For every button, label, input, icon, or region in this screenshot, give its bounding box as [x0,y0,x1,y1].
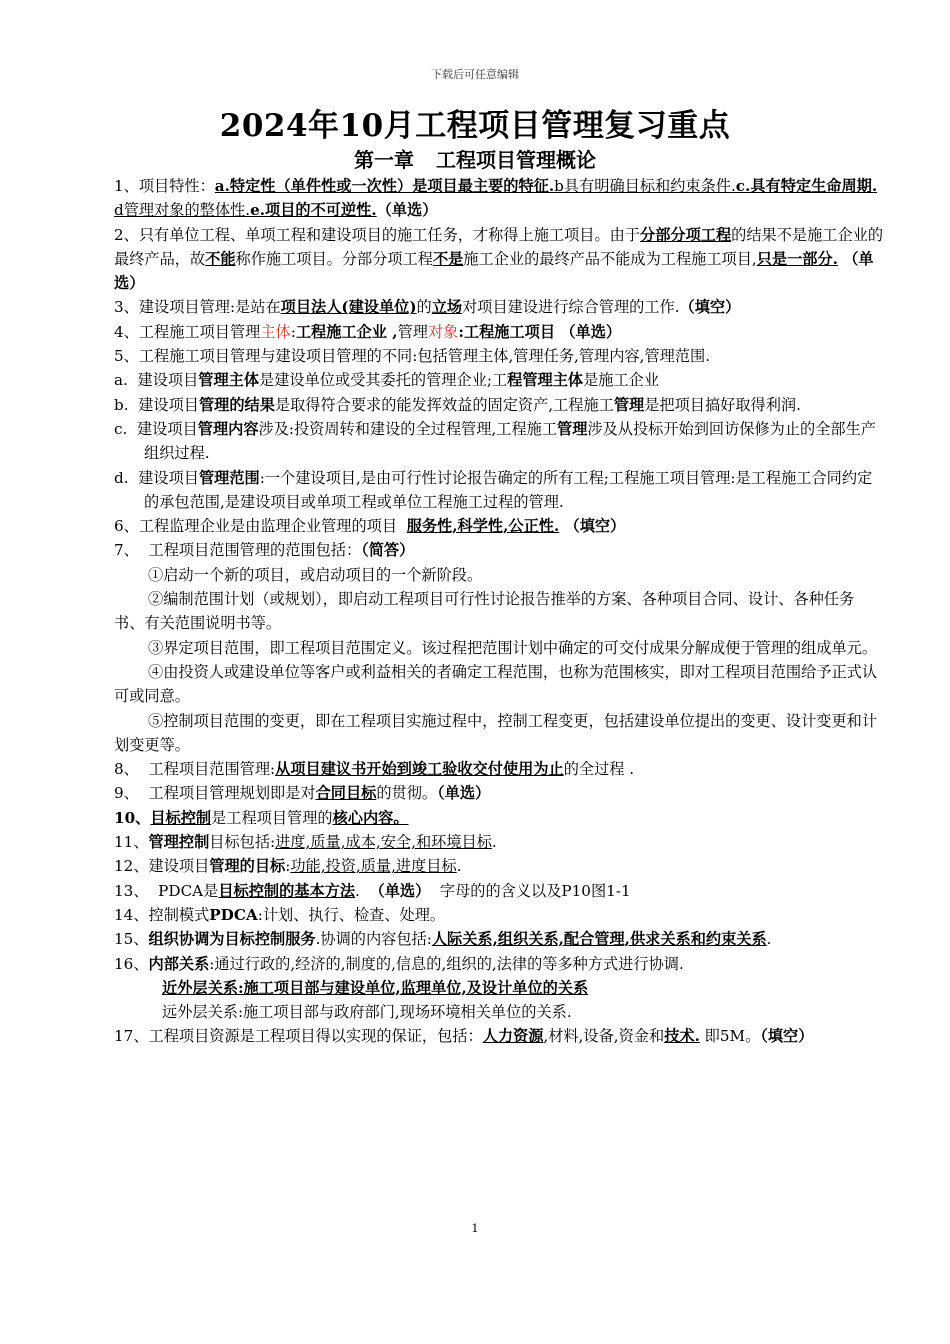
item-5b: b. 建设项目管理的结果是取得符合要求的能发挥效益的固定资产,工程施工管理是把项目搞好取得利润. [114,395,801,414]
page-number: 1 [471,1222,479,1235]
item-5c: c. 建设项目管理内容涉及:投资周转和建设的全过程管理,工程施工管理涉及从投标开始到回访保修为止的全部生产组织过程. [114,419,876,463]
item-2: 2、只有单位工程、单项工程和建设项目的施工任务，才称得上施工项目。由于分部分项工程的结果不是施工企业的最终产品，故不能称作施工项目。分部分项工程不是施工企业的最终产品不能成为工程施工项目,只是一部分. （单选） [114,225,884,293]
item-13: 13、 PDCA是目标控制的基本方法. （单选） 字母的的含义以及P10图1-1 [114,881,631,900]
item-8: 8、 工程项目范围管理:从项目建议书开始到竣工验收交付使用为止的全过程 . [114,760,635,779]
item-7-4: ④由投资人或建设单位等客户或利益相关的者确定工程范围，也称为范围核实，即对工程项目范围给予正式认可或同意。 [114,662,877,706]
item-16: 16、内部关系:通过行政的,经济的,制度的,信息的,组织的,法律的等多种方式进行协调. [114,954,684,973]
item-10: 10、目标控制是工程项目管理的核心内容。 [114,808,409,827]
item-12: 12、建设项目管理的目标:功能,投资,质量,进度目标. [114,857,462,876]
item-3: 3、建设项目管理:是站在项目法人(建设单位)的立场对项目建设进行综合管理的工作.（填空） [114,298,741,317]
item-14: 14、控制模式PDCA:计划、执行、检查、处理。 [114,905,446,924]
item-7-2: ②编制范围计划（或规划），即启动工程项目可行性讨论报告推举的方案、各种项目合同、设计、各种任务书、有关范围说明书等。 [114,590,855,633]
document-body [114,174,884,1049]
item-7-5: ⑤控制项目范围的变更，即在工程项目实施过程中，控制工程变更，包括建设单位提出的变更、设计变更和计划变更等。 [114,711,877,754]
item-4: 4、工程施工项目管理主体:工程施工企业 ,管理对象:工程施工项目 （单选） [114,322,622,341]
page-header: 下载后可任意编辑 [431,68,519,81]
item-7-3: ③界定项目范围，即工程项目范围定义。该过程把范围计划中确定的可交付成果分解成便于管理的组成单元。 [148,638,877,657]
item-5d: d. 建设项目管理范围:一个建设项目,是由可行性讨论报告确定的所有工程;工程施工项目管理:是工程施工合同约定的承包范围,是建设项目或单项工程或单位工程施工过程的管理. [114,468,873,511]
item-5: 5、工程施工项目管理与建设项目管理的不同:包括管理主体,管理任务,管理内容,管理范围. [114,347,711,366]
item-15: 15、组织协调为目标控制服务.协调的内容包括:人际关系,组织关系,配合管理,供求关系和约束关系. [114,930,772,949]
chapter-heading [0,144,950,173]
chapter-name: 工程项目管理概论 [436,148,596,172]
item-17: 17、工程项目资源是工程项目得以实现的保证，包括：人力资源,材料,设备,资金和技术. 即5M。（填空） [114,1027,814,1046]
document-title: 2024年10月工程项目管理复习重点 [219,108,731,144]
item-16-far: 远外层关系:施工项目部与政府部门,现场环境相关单位的关系. [162,1003,572,1022]
item-1: 1、项目特性：a.特定性（单件性或一次性）是项目最主要的特征.b具有明确目标和约束条件.c.具有特定生命周期. d管理对象的整体性.e.项目的不可逆性.（单选） [114,177,878,220]
item-7-1: ①启动一个新的项目，或启动项目的一个新阶段。 [148,565,483,584]
item-5a: a. 建设项目管理主体是建设单位或受其委托的管理企业;工程管理主体是施工企业 [114,371,660,390]
item-16-near: 近外层关系:施工项目部与建设单位,监理单位,及设计单位的关系 [162,978,589,997]
item-7: 7、 工程项目范围管理的范围包括：（简答） [114,541,415,560]
item-11: 11、管理控制目标包括:进度,质量,成本,安全,和环境目标. [114,833,497,852]
chapter-number: 第一章 [354,148,414,172]
item-9: 9、 工程项目管理规划即是对合同目标的贯彻。（单选） [114,784,491,803]
item-6: 6、工程监理企业是由监理企业管理的项目 服务性,科学性,公正性. （填空） [114,517,626,536]
